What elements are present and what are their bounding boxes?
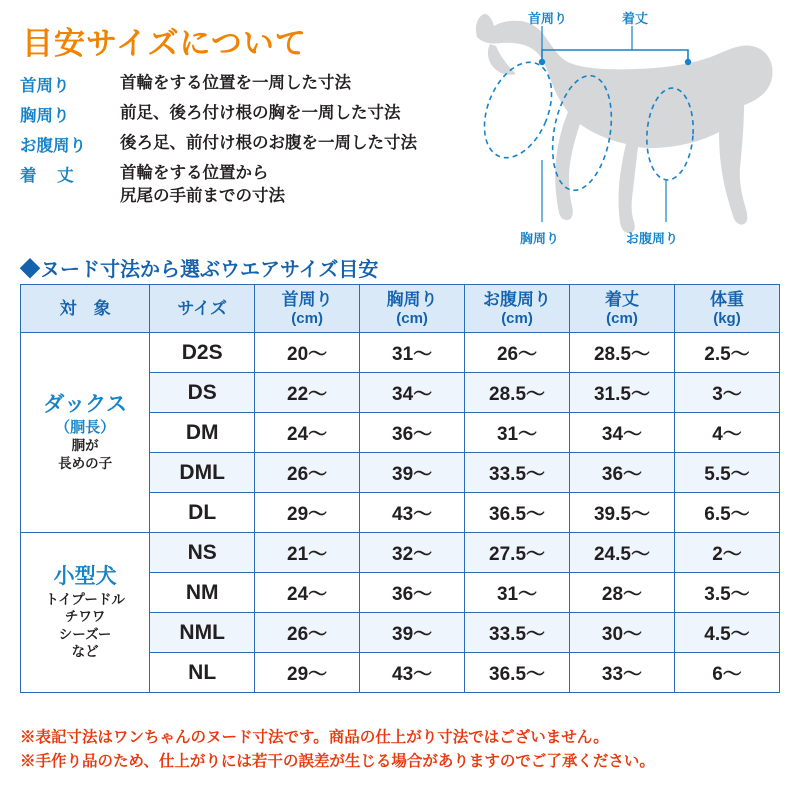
definition-desc-length-line1: 首輪をする位置から (120, 164, 269, 182)
cell-weight: 2.5〜 (674, 333, 779, 373)
cell-neck: 29〜 (255, 653, 360, 693)
header-chest-unit: (cm) (396, 309, 428, 327)
definition-desc-length (120, 162, 285, 209)
cell-belly: 36.5〜 (465, 653, 570, 693)
cell-neck: 24〜 (255, 573, 360, 613)
cell-chest: 39〜 (360, 453, 465, 493)
cell-chest: 39〜 (360, 613, 465, 653)
section-title-size-table: ◆ヌード寸法から選ぶウエアサイズ目安 (20, 259, 379, 281)
cell-chest: 34〜 (360, 373, 465, 413)
cell-neck: 26〜 (255, 453, 360, 493)
cell-length: 33〜 (570, 653, 675, 693)
definition-desc-belly: 後ろ足、前付け根のお腹を一周した寸法 (120, 134, 417, 152)
header-length-unit: (cm) (606, 309, 638, 327)
cell-weight: 3.5〜 (674, 573, 779, 613)
diagram-label-neck: 首周り (528, 11, 568, 26)
size-table (20, 284, 780, 693)
definition-row (20, 132, 500, 156)
cell-length: 36〜 (570, 453, 675, 493)
header-weight (674, 285, 779, 333)
definition-row (20, 102, 500, 126)
note-line-1: ※表記寸法はワンちゃんのヌード寸法です。商品の仕上がり寸法ではございません。 (20, 729, 609, 746)
notes-section (20, 726, 790, 774)
cell-neck: 26〜 (255, 613, 360, 653)
cell-size: D2S (150, 333, 255, 373)
cell-weight: 4〜 (674, 413, 779, 453)
header-target-label: 対 象 (59, 298, 111, 318)
target-note-small-dog-line2: チワワ (64, 609, 106, 625)
definition-row (20, 72, 500, 96)
header-neck-unit: (cm) (291, 309, 323, 327)
header-size-label: サイズ (177, 298, 227, 318)
cell-length: 30〜 (570, 613, 675, 653)
cell-belly: 33.5〜 (465, 453, 570, 493)
definition-term-neck: 首周り (20, 77, 70, 95)
cell-length: 28〜 (570, 573, 675, 613)
cell-size: NM (150, 573, 255, 613)
definition-term-chest: 胸周り (20, 107, 70, 125)
cell-chest: 31〜 (360, 333, 465, 373)
header-chest (360, 285, 465, 333)
cell-weight: 4.5〜 (674, 613, 779, 653)
target-cell-small-dog (21, 533, 150, 693)
target-sub-dachshund: （胴長） (55, 418, 116, 436)
size-table-wrapper (20, 284, 780, 693)
table-row (21, 333, 780, 373)
dog-illustration (430, 0, 800, 255)
cell-neck: 24〜 (255, 413, 360, 453)
cell-belly: 27.5〜 (465, 533, 570, 573)
target-note-dachshund-line2: 長めの子 (58, 456, 113, 471)
cell-neck: 29〜 (255, 493, 360, 533)
cell-neck: 22〜 (255, 373, 360, 413)
diagram-label-chest: 胸周り (520, 231, 560, 246)
cell-length: 31.5〜 (570, 373, 675, 413)
note-line-2: ※手作り品のため、仕上がりには若干の誤差が生じる場合がありますのでご了承ください。 (20, 753, 655, 771)
cell-size: DM (150, 413, 255, 453)
header-weight-unit: (kg) (713, 309, 741, 327)
header-belly-unit: (cm) (501, 309, 533, 327)
cell-chest: 32〜 (360, 533, 465, 573)
header-neck (255, 285, 360, 333)
cell-belly: 28.5〜 (465, 373, 570, 413)
target-note-small-dog-line3: シーズー (58, 626, 112, 642)
cell-length: 24.5〜 (570, 533, 675, 573)
cell-belly: 33.5〜 (465, 613, 570, 653)
cell-belly: 31〜 (465, 413, 570, 453)
dog-measurement-diagram (430, 0, 800, 255)
cell-length: 34〜 (570, 413, 675, 453)
cell-size: NS (150, 533, 255, 573)
definition-row (20, 162, 500, 209)
cell-chest: 36〜 (360, 573, 465, 613)
header-length-label: 着丈 (604, 289, 639, 309)
cell-neck: 21〜 (255, 533, 360, 573)
header-belly (465, 285, 570, 333)
cell-weight: 2〜 (674, 533, 779, 573)
definition-desc-neck: 首輪をする位置を一周した寸法 (120, 74, 351, 92)
diagram-label-length: 着丈 (622, 11, 649, 26)
cell-belly: 26〜 (465, 333, 570, 373)
measurement-definitions (20, 72, 500, 215)
cell-weight: 6〜 (674, 653, 779, 693)
header-weight-label: 体重 (709, 289, 744, 309)
target-note-small-dog-line4: など (71, 644, 99, 660)
header-belly-label: お腹周り (483, 289, 552, 309)
page-title: 目安サイズについて (22, 26, 307, 61)
cell-size: DL (150, 493, 255, 533)
header-size (150, 285, 255, 333)
cell-size: NML (150, 613, 255, 653)
target-note-small-dog-line1: トイプードル (45, 591, 125, 607)
cell-neck: 20〜 (255, 333, 360, 373)
table-header-row (21, 285, 780, 333)
cell-length: 28.5〜 (570, 333, 675, 373)
cell-size: NL (150, 653, 255, 693)
cell-weight: 6.5〜 (674, 493, 779, 533)
cell-size: DML (150, 453, 255, 493)
cell-chest: 36〜 (360, 413, 465, 453)
header-target (21, 285, 150, 333)
cell-belly: 36.5〜 (465, 493, 570, 533)
cell-chest: 43〜 (360, 493, 465, 533)
target-main-dachshund: ダックス (43, 393, 127, 417)
definition-term-belly: お腹周り (20, 137, 86, 155)
definition-term-length: 着 丈 (20, 167, 82, 185)
table-row (21, 533, 780, 573)
definition-desc-chest: 前足、後ろ付け根の胸を一周した寸法 (120, 104, 401, 122)
cell-chest: 43〜 (360, 653, 465, 693)
diagram-label-belly: お腹周り (626, 231, 679, 246)
header-chest-label: 胸周り (386, 289, 438, 309)
cell-belly: 31〜 (465, 573, 570, 613)
target-main-small-dog: 小型犬 (53, 565, 117, 589)
cell-weight: 3〜 (674, 373, 779, 413)
cell-weight: 5.5〜 (674, 453, 779, 493)
target-cell-dachshund (21, 333, 150, 533)
cell-length: 39.5〜 (570, 493, 675, 533)
header-length (570, 285, 675, 333)
header-neck-label: 首周り (281, 289, 333, 309)
target-note-dachshund-line1: 胴が (71, 438, 99, 454)
cell-size: DS (150, 373, 255, 413)
definition-desc-length-line2: 尻尾の手前までの寸法 (120, 187, 285, 206)
